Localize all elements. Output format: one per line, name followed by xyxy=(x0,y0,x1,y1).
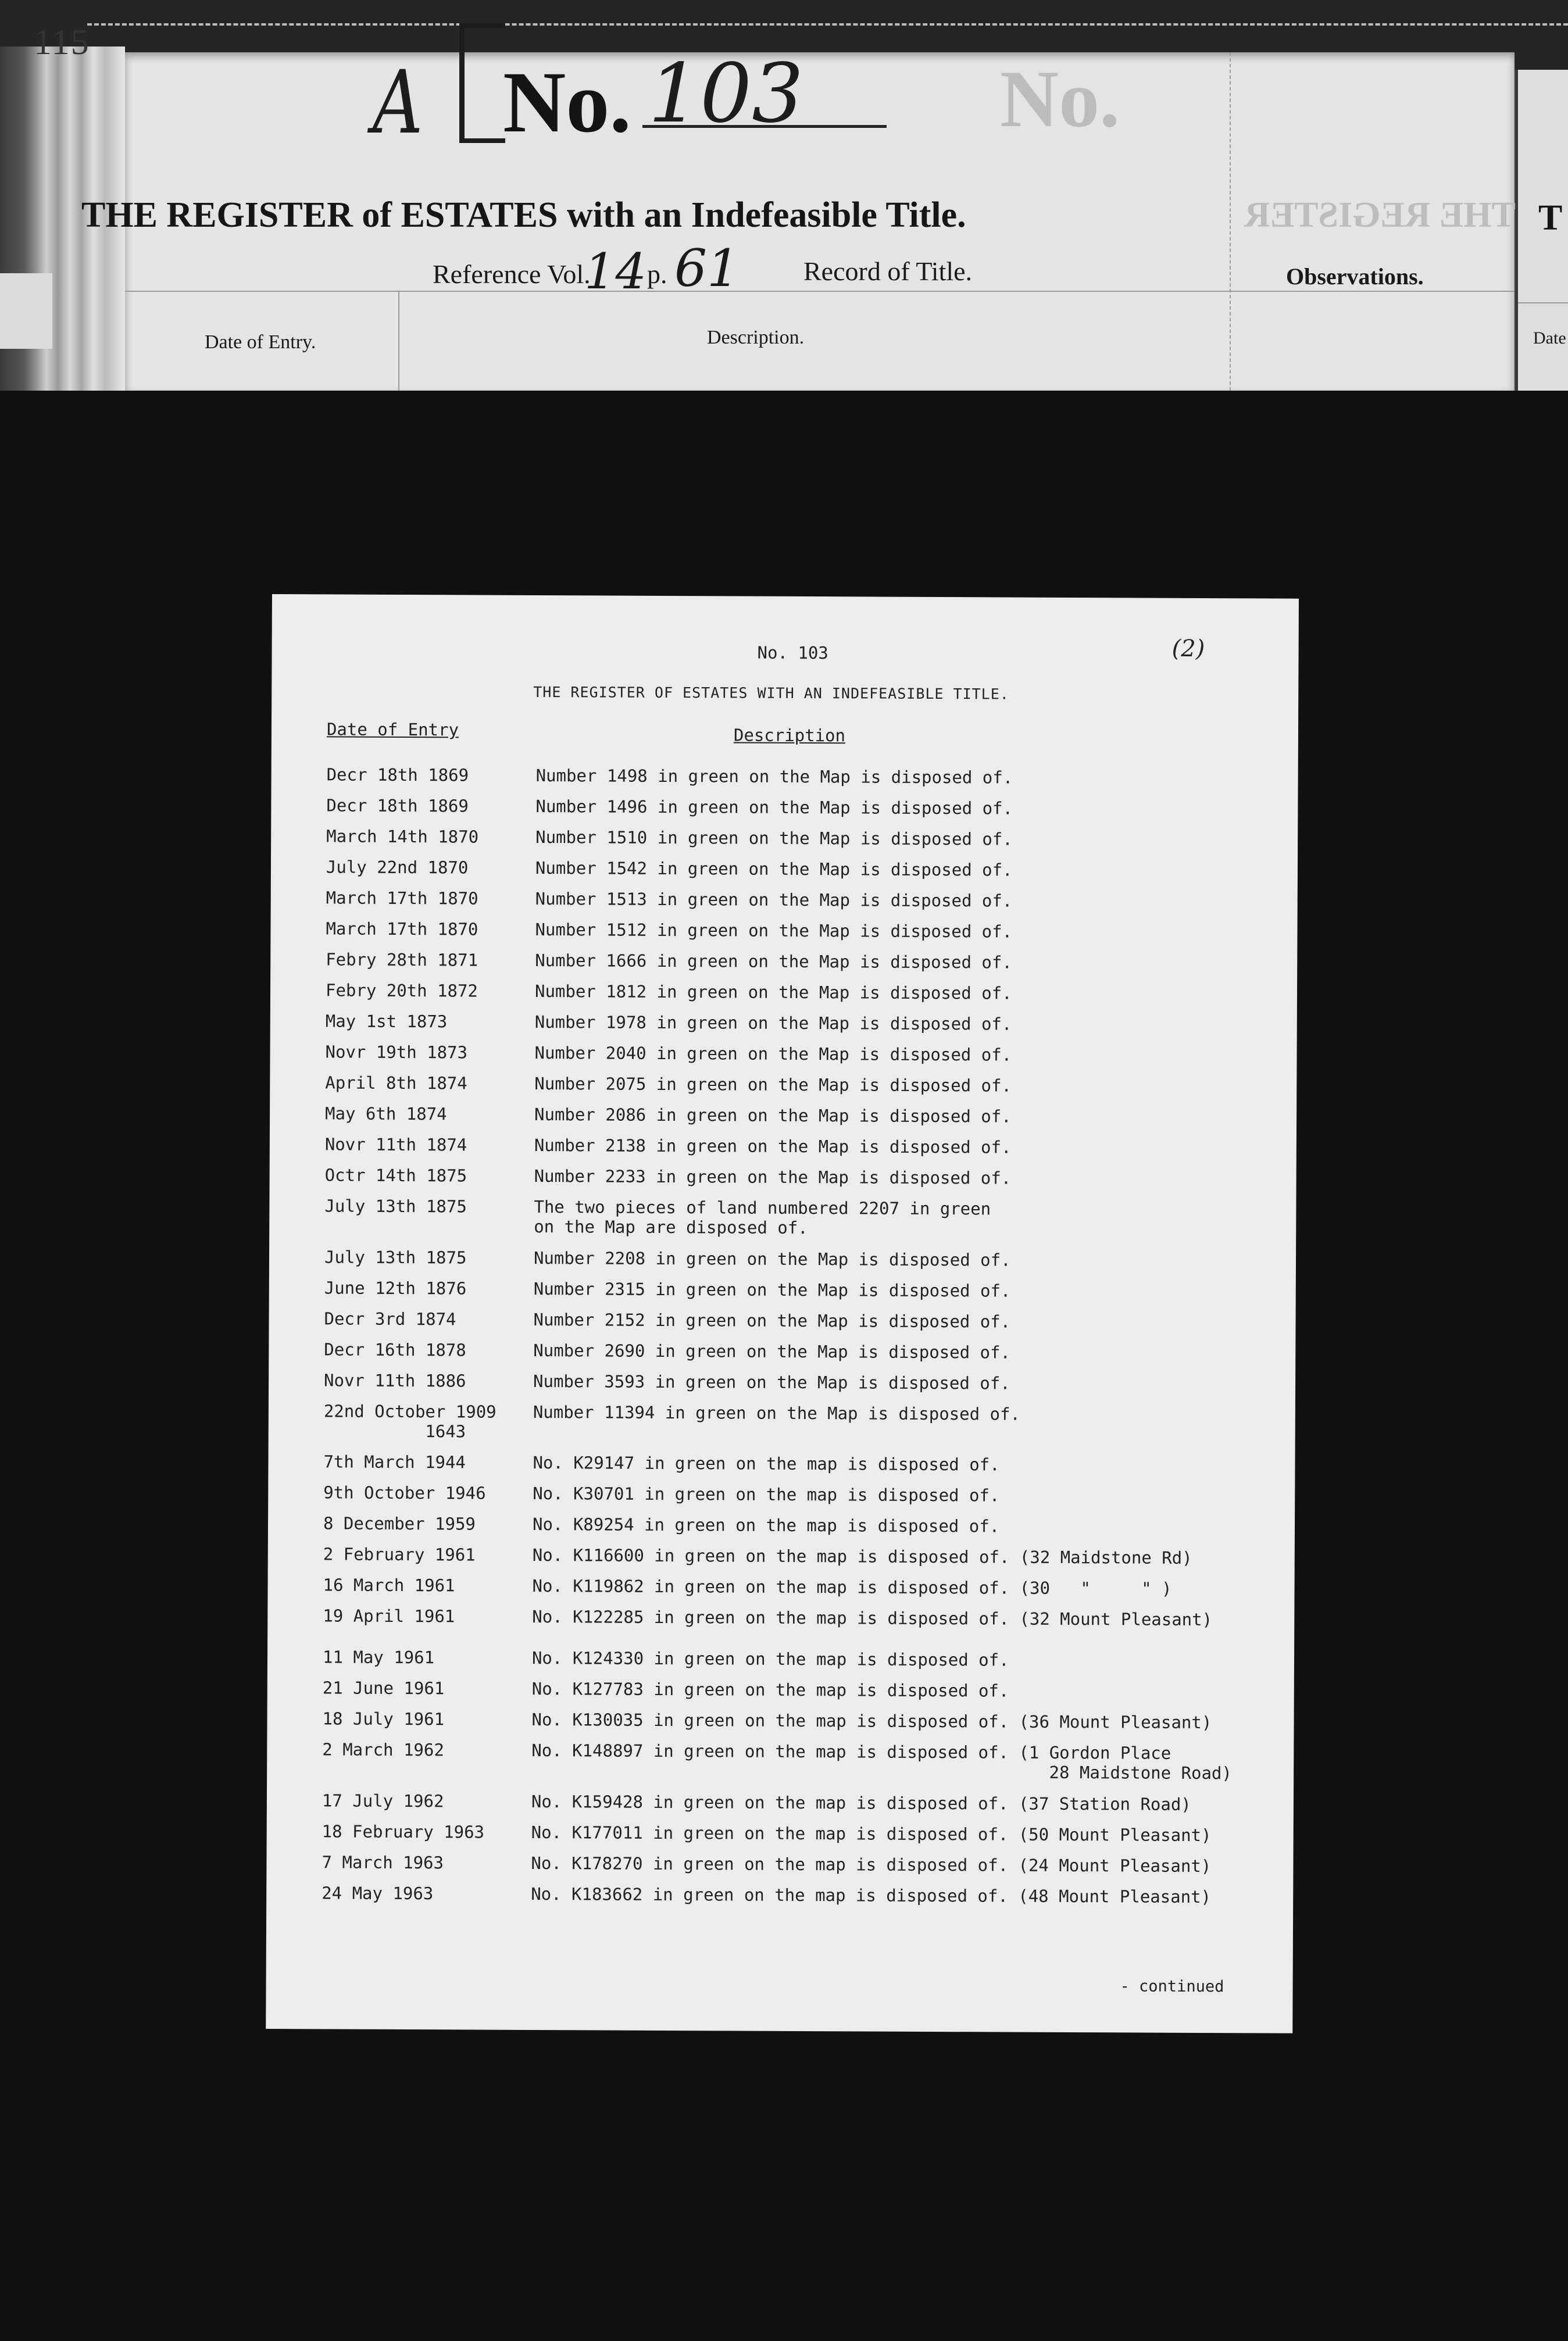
entry-description: No. K116600 in green on the map is disposed of. (32 Maidstone Rd) xyxy=(532,1545,1192,1568)
entry-description: Number 1512 in green on the Map is disposed of. xyxy=(535,919,1013,942)
register-title: THE REGISTER of ESTATES with an Indefeasible Title. xyxy=(81,195,966,235)
entry-row xyxy=(272,764,1298,788)
entry-row xyxy=(267,1709,1294,1733)
entry-description: No. K89254 in green on the map is disposed of. xyxy=(532,1514,1000,1536)
entry-description: Number 1978 in green on the Map is disposed of. xyxy=(534,1012,1012,1034)
entry-row xyxy=(271,918,1298,942)
entry-row xyxy=(270,1165,1296,1188)
entry-description: No. K177011 in green on the map is disposed of. (50 Mount Pleasant) xyxy=(531,1822,1212,1846)
entry-row xyxy=(268,1544,1295,1568)
entry-date: June 12th 1876 xyxy=(324,1278,467,1299)
entry-row xyxy=(271,795,1298,819)
header-rule xyxy=(125,291,1515,292)
next-page-title-letter: T xyxy=(1538,198,1563,238)
entry-row xyxy=(271,888,1298,911)
column-rule-date xyxy=(398,291,399,391)
top-dashed-rule xyxy=(87,23,1568,26)
entry-row xyxy=(270,1073,1296,1096)
entry-date: Decr 16th 1878 xyxy=(324,1339,466,1360)
entry-description: Number 2040 in green on the Map is disposed of. xyxy=(534,1042,1012,1065)
observations-label: Observations. xyxy=(1286,263,1424,290)
entry-row xyxy=(266,1883,1293,1907)
entry-description: No. K159428 in green on the map is disposed of. (37 Station Road) xyxy=(531,1791,1191,1814)
entry-date: 16 March 1961 xyxy=(323,1575,455,1596)
entry-date: 24 May 1963 xyxy=(322,1883,434,1904)
handwritten-register-number: 103 xyxy=(648,47,804,141)
entry-date: Novr 19th 1873 xyxy=(325,1042,468,1063)
entry-description: No. K130035 in green on the map is disposed of. (36 Mount Pleasant) xyxy=(531,1709,1212,1733)
description-header: Description xyxy=(733,725,846,746)
register-number-label: No. xyxy=(503,54,631,151)
handwritten-reference-page: 61 xyxy=(674,238,740,298)
bleed-through-number-label: No. xyxy=(1000,54,1120,144)
entry-description: No. K122285 in green on the map is disposed of. (32 Mount Pleasant) xyxy=(532,1606,1213,1630)
entry-date: 18 February 1963 xyxy=(322,1821,485,1842)
entry-row xyxy=(270,1011,1297,1034)
entry-description: Number 11394 in green on the Map is disposed of. xyxy=(533,1402,1020,1424)
entry-description: Number 2075 in green on the Map is disposed of. xyxy=(534,1073,1012,1096)
entry-date: 11 May 1961 xyxy=(322,1647,435,1668)
entry-date: July 13th 1875 xyxy=(324,1247,467,1268)
entry-row xyxy=(269,1309,1296,1332)
entry-description: Number 2315 in green on the Map is disposed of. xyxy=(533,1278,1011,1301)
ledger-page-number: 115 xyxy=(34,23,90,62)
entry-row xyxy=(269,1339,1295,1363)
entry-row xyxy=(267,1647,1294,1670)
entry-description: Number 2233 in green on the Map is disposed of. xyxy=(534,1166,1012,1188)
entry-description: No. K119862 in green on the map is disposed of. (30 " " ) xyxy=(532,1575,1172,1599)
entry-description: Number 3593 in green on the Map is disposed of. xyxy=(533,1371,1010,1393)
entry-row xyxy=(268,1482,1295,1506)
entry-date: 7 March 1963 xyxy=(322,1852,444,1873)
entry-description: No. K30701 in green on the map is disposed of. xyxy=(533,1483,1000,1506)
entry-description: Number 2208 in green on the Map is disposed of. xyxy=(533,1248,1011,1270)
entry-row xyxy=(267,1821,1294,1846)
entry-description: Number 1542 in green on the Map is disposed of. xyxy=(535,857,1013,880)
entry-row xyxy=(269,1278,1296,1301)
entry-description: Number 1812 in green on the Map is disposed of. xyxy=(534,981,1012,1003)
entry-description: Number 2086 in green on the Map is disposed of. xyxy=(534,1104,1012,1127)
entry-date: Decr 18th 1869 xyxy=(326,764,469,785)
handwritten-reference-vol: 14 xyxy=(584,243,647,300)
entry-date: Novr 11th 1886 xyxy=(324,1370,466,1391)
entry-date: March 14th 1870 xyxy=(326,826,479,847)
entry-date: 19 April 1961 xyxy=(323,1606,455,1627)
entry-row xyxy=(269,1196,1296,1238)
entry-date: Decr 3rd 1874 xyxy=(324,1309,456,1329)
entry-row xyxy=(268,1575,1295,1599)
entry-date: 7th March 1944 xyxy=(323,1452,466,1472)
entry-date: April 8th 1874 xyxy=(325,1073,467,1093)
ledger-date-header: Date of Entry. xyxy=(205,331,316,353)
entry-date: May 6th 1874 xyxy=(325,1103,447,1124)
entry-description: No. K127783 in green on the map is disposed of. xyxy=(531,1678,1009,1701)
entry-date: 21 June 1961 xyxy=(322,1678,445,1699)
entry-description: Number 1513 in green on the Map is disposed of. xyxy=(535,888,1013,911)
entry-row xyxy=(270,1103,1296,1127)
entry-description: Number 2138 in green on the Map is disposed of. xyxy=(534,1135,1012,1157)
next-page-date-header: Date xyxy=(1533,328,1566,348)
entry-date: Octr 14th 1875 xyxy=(324,1165,467,1186)
entry-date: 2 March 1962 xyxy=(322,1739,444,1760)
sheet-register-number: No. 103 xyxy=(757,642,828,663)
sheet-page-mark: (2) xyxy=(1171,635,1205,663)
handwritten-bracket xyxy=(459,23,505,143)
page-edge-block xyxy=(0,273,52,349)
number-underline xyxy=(642,125,887,128)
entry-row xyxy=(269,1247,1296,1270)
entry-row xyxy=(268,1513,1295,1536)
date-of-entry-header: Date of Entry xyxy=(326,719,459,740)
ledger-page-strip xyxy=(0,0,1568,391)
entry-date: 2 February 1961 xyxy=(323,1544,476,1565)
entry-row xyxy=(267,1739,1294,1784)
entry-date: Febry 20th 1872 xyxy=(325,980,478,1001)
entry-row xyxy=(269,1401,1295,1442)
entry-description: No. K29147 in green on the map is disposed of. xyxy=(533,1452,1000,1475)
handwritten-register-letter: A xyxy=(372,52,423,153)
record-of-title-label: Record of Title. xyxy=(803,256,973,286)
entry-description: No. K183662 in green on the map is disposed of. (48 Mount Pleasant) xyxy=(531,1883,1212,1907)
reference-vol-label: Reference Vol. xyxy=(433,259,591,289)
ledger-description-header: Description. xyxy=(707,327,805,348)
entry-description: Number 1498 in green on the Map is disposed of. xyxy=(535,765,1013,788)
entry-date: Decr 18th 1869 xyxy=(326,795,469,816)
entry-description: Number 2152 in green on the Map is disposed of. xyxy=(533,1309,1011,1332)
next-page-rule xyxy=(1518,302,1568,303)
entry-date: March 17th 1870 xyxy=(326,888,478,909)
entry-date: Novr 11th 1874 xyxy=(324,1134,467,1155)
continued-note: - continued xyxy=(1120,1977,1224,1996)
entry-date: Febry 28th 1871 xyxy=(326,949,478,970)
entry-row xyxy=(267,1790,1294,1814)
entry-row xyxy=(270,1042,1297,1065)
entry-date: 17 July 1962 xyxy=(322,1790,444,1811)
entry-row xyxy=(267,1852,1294,1877)
entry-description: Number 1666 in green on the Map is disposed of. xyxy=(535,950,1012,973)
entry-description: No. K124330 in green on the map is disposed of. xyxy=(531,1647,1009,1670)
entry-description: Number 2690 in green on the Map is disposed of. xyxy=(533,1340,1011,1363)
typed-register-sheet xyxy=(266,594,1299,2033)
entry-row xyxy=(269,1452,1295,1475)
entry-date: July 13th 1875 xyxy=(324,1196,467,1217)
entry-date: 8 December 1959 xyxy=(323,1513,476,1534)
entry-description: No. K148897 in green on the map is disposed of. (1 Gordon Place 28 Maidstone Road) xyxy=(531,1740,1232,1784)
entry-date: March 17th 1870 xyxy=(326,918,478,939)
entry-date: July 22nd 1870 xyxy=(326,857,469,878)
entry-row xyxy=(271,826,1298,849)
entry-date: 9th October 1946 xyxy=(323,1482,486,1503)
entry-date: 22nd October 1909 1643 xyxy=(323,1401,497,1442)
entry-date: 18 July 1961 xyxy=(322,1709,445,1729)
entry-description: Number 1496 in green on the Map is disposed of. xyxy=(535,796,1013,819)
entry-row xyxy=(270,980,1297,1003)
entry-row xyxy=(267,1678,1294,1701)
sheet-title: THE REGISTER OF ESTATES WITH AN INDEFEASIBLE TITLE. xyxy=(533,683,1009,703)
reference-page-label: p. xyxy=(647,259,667,289)
entry-description: No. K178270 in green on the map is disposed of. (24 Mount Pleasant) xyxy=(531,1853,1212,1877)
entry-row xyxy=(270,949,1297,973)
entry-row xyxy=(267,1606,1294,1630)
entry-row xyxy=(271,857,1298,880)
bleed-through-title: THE REGISTER xyxy=(1244,195,1516,235)
entry-date: May 1st 1873 xyxy=(325,1011,448,1032)
entry-description: Number 1510 in green on the Map is disposed of. xyxy=(535,827,1013,849)
entry-description: The two pieces of land numbered 2207 in green on the Map are disposed of. xyxy=(534,1196,991,1238)
entry-row xyxy=(269,1370,1295,1393)
entry-row xyxy=(270,1134,1296,1157)
